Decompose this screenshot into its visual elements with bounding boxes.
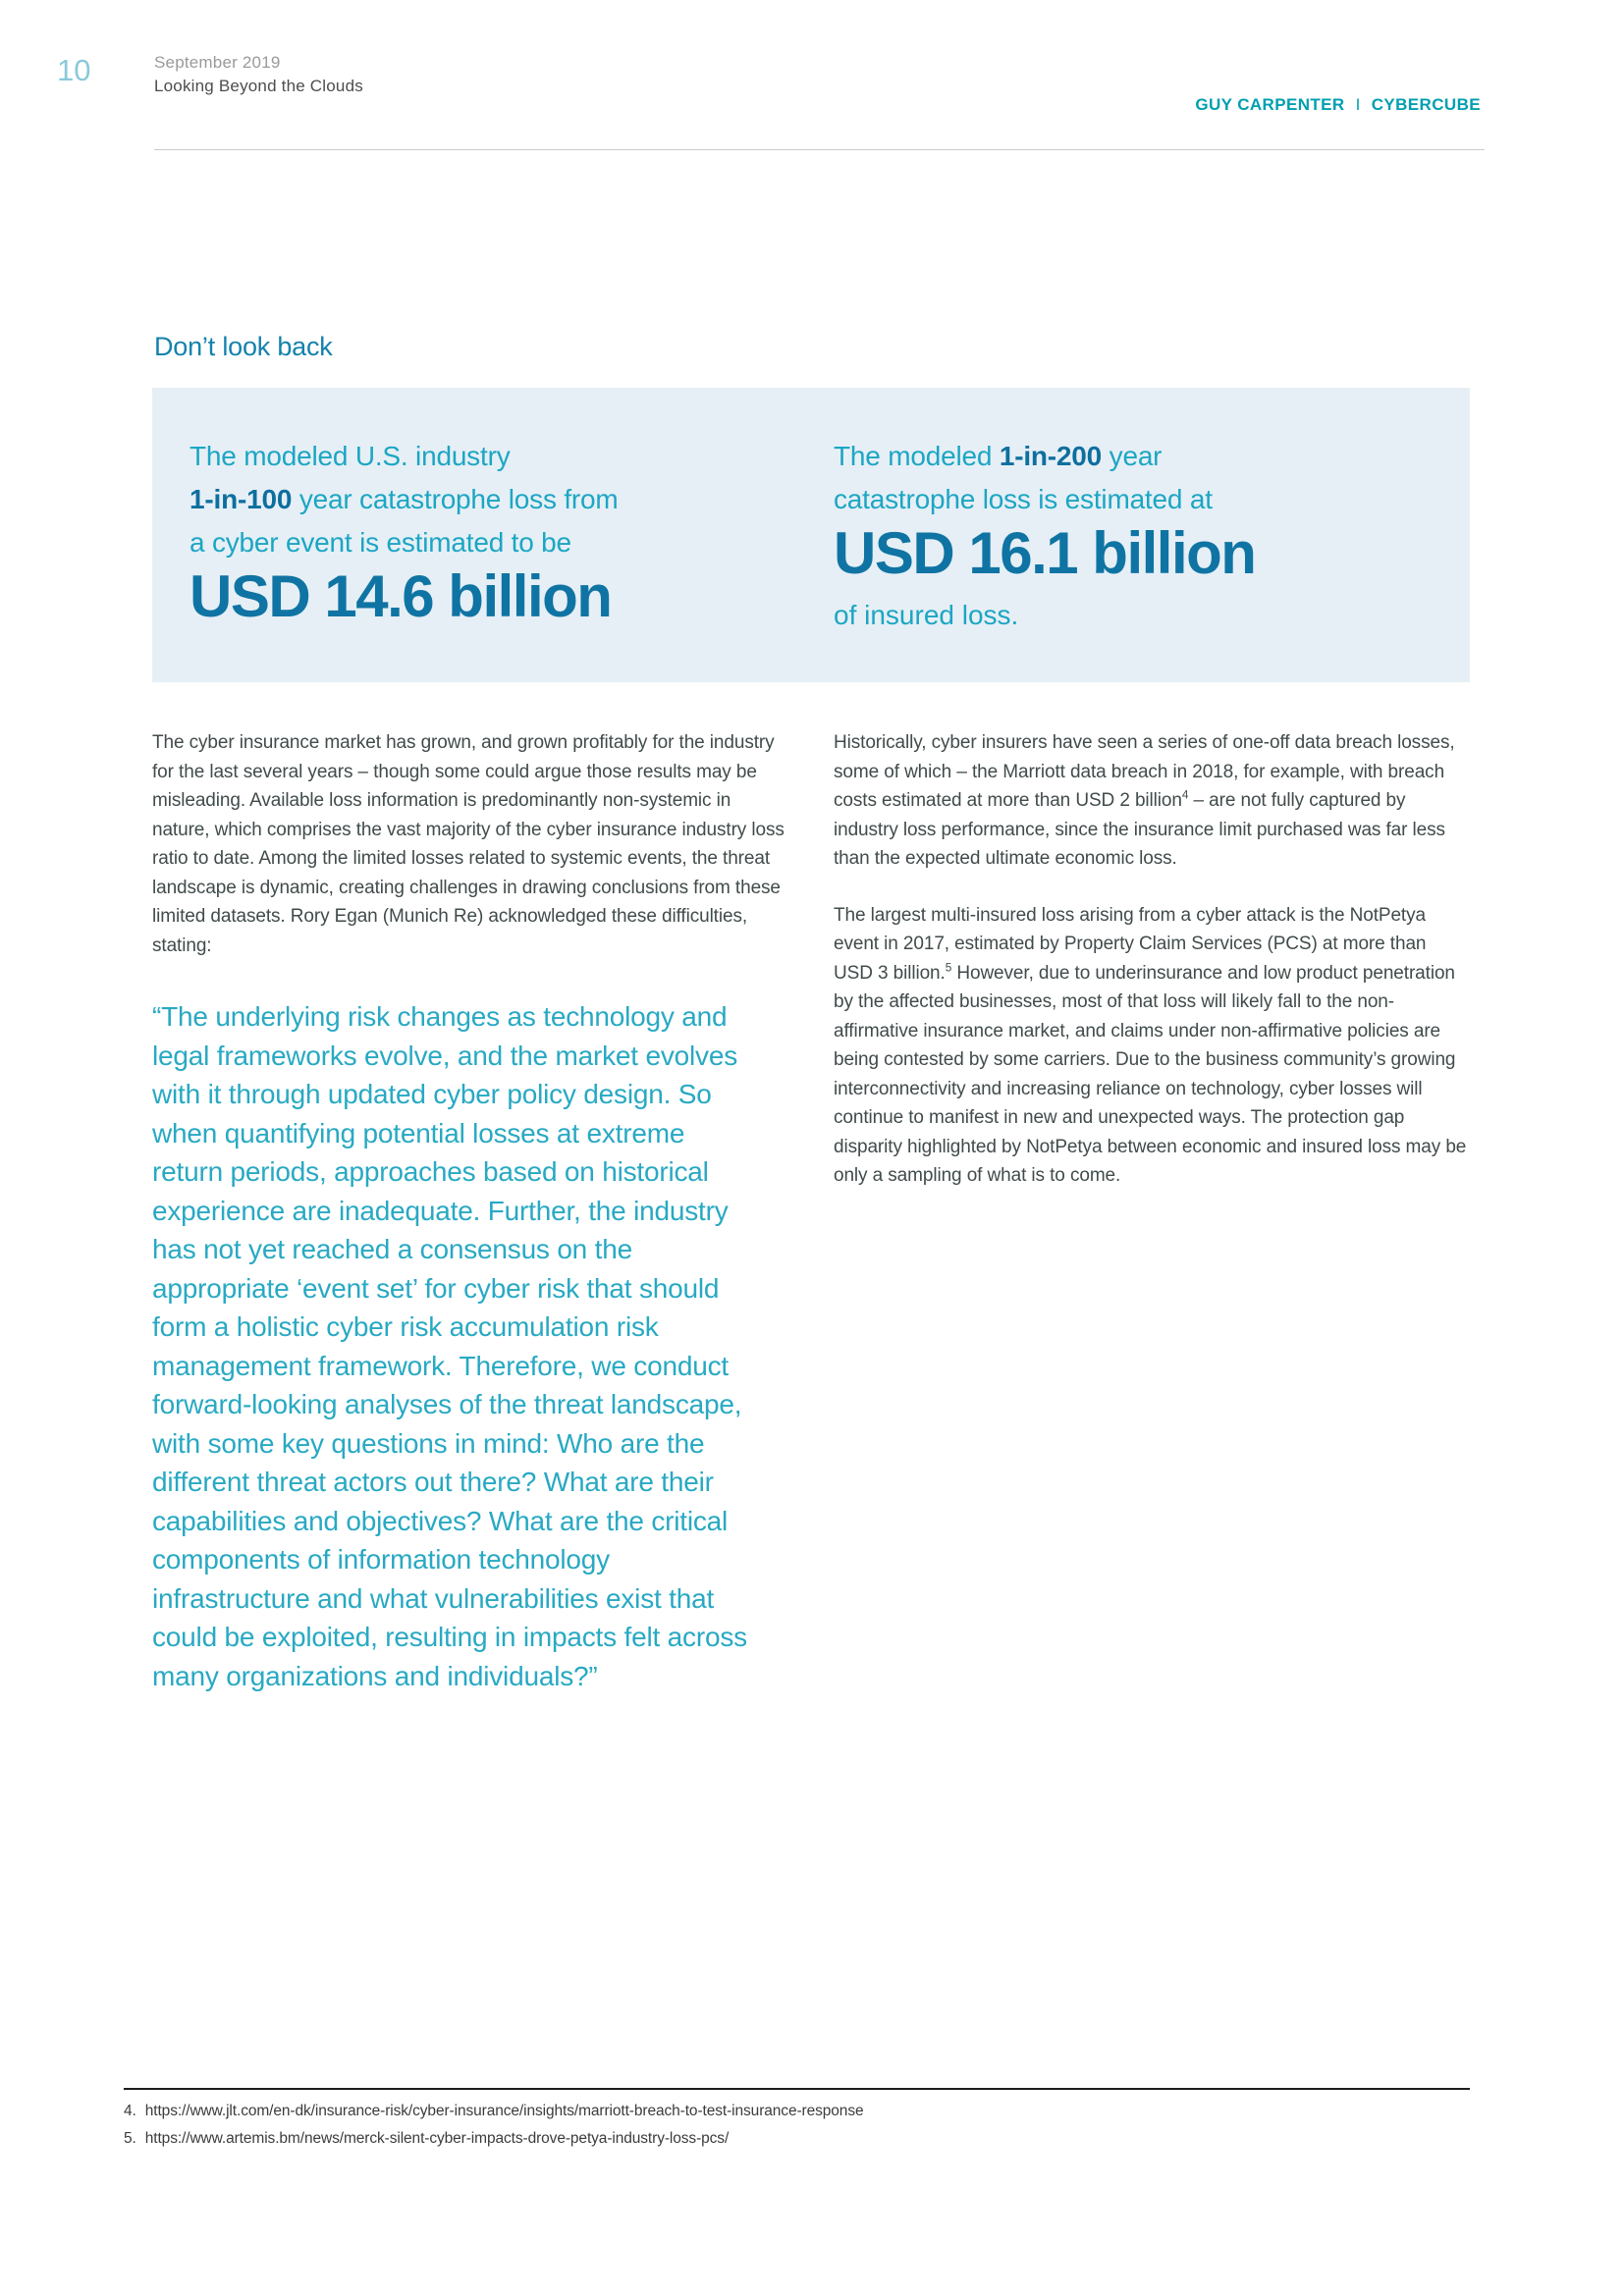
left-paragraph: The cyber insurance market has grown, and grown profitably for the industry for the last several years – though some could argue those results may be misleading. Available loss information is predominantly non-systemic in nature, which comprises the vast majority of the cyber insurance industry loss ratio to date. Among the limited losses related to systemic events, the threat landscape is dynamic, creating challenges in drawing conclusions from these limited datasets. Rory Egan (Munich Re) acknowledged these difficulties, stating: <box>152 732 785 956</box>
footnote-5-number: 5. <box>124 2130 136 2147</box>
footnote-4-number: 4. <box>124 2103 136 2119</box>
footnote-4 <box>124 2098 1470 2125</box>
callout-right-big-number: USD 16.1 billion <box>834 520 1256 586</box>
callout-right <box>834 435 1433 682</box>
right-paragraph-1 <box>834 728 1470 874</box>
callout-left-line-2-rest: year catastrophe loss from <box>292 484 619 514</box>
right-paragraph-1-text-cont: – are not fully captured by industry loss performance, since the insurance limit purchased was far less than the expected ultimate economic loss. <box>834 790 1445 869</box>
callout-box <box>152 388 1470 682</box>
left-column <box>152 728 788 1695</box>
footnotes-divider <box>124 2088 1470 2090</box>
footnote-ref-5: 5 <box>945 961 952 975</box>
header-doc-title: Looking Beyond the Clouds <box>154 77 363 95</box>
callout-left-line-1: The modeled U.S. industry <box>189 441 511 471</box>
right-paragraph-2-text-cont: However, due to underinsurance and low product penetration by the affected businesses, most of that loss will likely fall to the non-affirmative insurance market, and claims under non-affirmative policies are being contested by some carriers. Due to the business community’s growing interconnectivity and increasing reliance on technology, cyber losses will continue to manifest in new and unexpected ways. The protection gap disparity highlighted by NotPetya between economic and insured loss may be only a sampling of what is to come. <box>834 962 1467 1186</box>
callout-right-line-1-pre: The modeled <box>834 441 1000 471</box>
callout-left-big-number: USD 14.6 billion <box>189 563 612 629</box>
brand-cybercube: CYBERCUBE <box>1371 95 1481 114</box>
brand-lockup <box>1195 95 1481 115</box>
callout-left-return-period: 1-in-100 <box>189 484 293 514</box>
footnote-5 <box>124 2125 1470 2153</box>
header-divider <box>154 149 1485 150</box>
callout-right-subline: of insured loss. <box>834 600 1019 630</box>
right-paragraph-1-text: Historically, cyber insurers have seen a series of one-off data breach losses, some of which – the Marriott data breach in 2018, for example, with breach costs estimated at more than USD 2 billion <box>834 732 1455 811</box>
right-column <box>834 728 1470 1695</box>
page-number: 10 <box>57 53 91 87</box>
footnote-4-link[interactable]: https://www.jlt.com/en-dk/insurance-risk/cyber-insurance/insights/marriott-breach-to-test-insurance-response <box>144 2103 864 2119</box>
footnote-5-link[interactable]: https://www.artemis.bm/news/merck-silent-cyber-impacts-drove-petya-industry-loss-pcs/ <box>144 2130 730 2147</box>
header-date: September 2019 <box>154 53 281 72</box>
brand-separator-icon: I <box>1355 95 1361 114</box>
callout-right-line-1 <box>834 435 1433 478</box>
page-content <box>152 330 1470 1695</box>
body-columns <box>152 728 1470 1695</box>
pull-quote: “The underlying risk changes as technology and legal frameworks evolve, and the market evolves with it through updated cyber policy design. So when quantifying potential losses at extreme return periods, approaches based on historical experience are inadequate. Further, the industry has not yet reached a consensus on the appropriate ‘event set’ for cyber risk that should form a holistic cyber risk accumulation risk management framework. Therefore, we conduct forward-looking analyses of the threat landscape, with some key questions in mind: Who are the different threat actors out there? What are their capabilities and objectives? What are the critical components of information technology infrastructure and what vulnerabilities exist that could be exploited, resulting in impacts felt across many organizations and individuals?” <box>152 1001 747 1691</box>
right-paragraph-2-text: The largest multi-insured loss arising from a cyber attack is the NotPetya event in 2017, estimated by Property Claim Services (PCS) at more than USD 3 billion. <box>834 904 1427 984</box>
callout-right-return-period: 1-in-200 <box>999 441 1103 471</box>
right-paragraph-2 <box>834 901 1470 1191</box>
brand-guy-carpenter: GUY CARPENTER <box>1195 95 1345 114</box>
section-heading: Don’t look back <box>154 332 333 361</box>
header-meta <box>154 51 363 98</box>
callout-left-line-2 <box>189 478 788 521</box>
callout-left-line-3: a cyber event is estimated to be <box>189 527 571 558</box>
callout-left <box>189 435 788 682</box>
footnotes-section <box>124 2088 1470 2153</box>
footnote-ref-4: 4 <box>1181 788 1189 802</box>
callout-right-line-1-rest: year <box>1102 441 1163 471</box>
callout-right-line-2: catastrophe loss is estimated at <box>834 484 1213 514</box>
